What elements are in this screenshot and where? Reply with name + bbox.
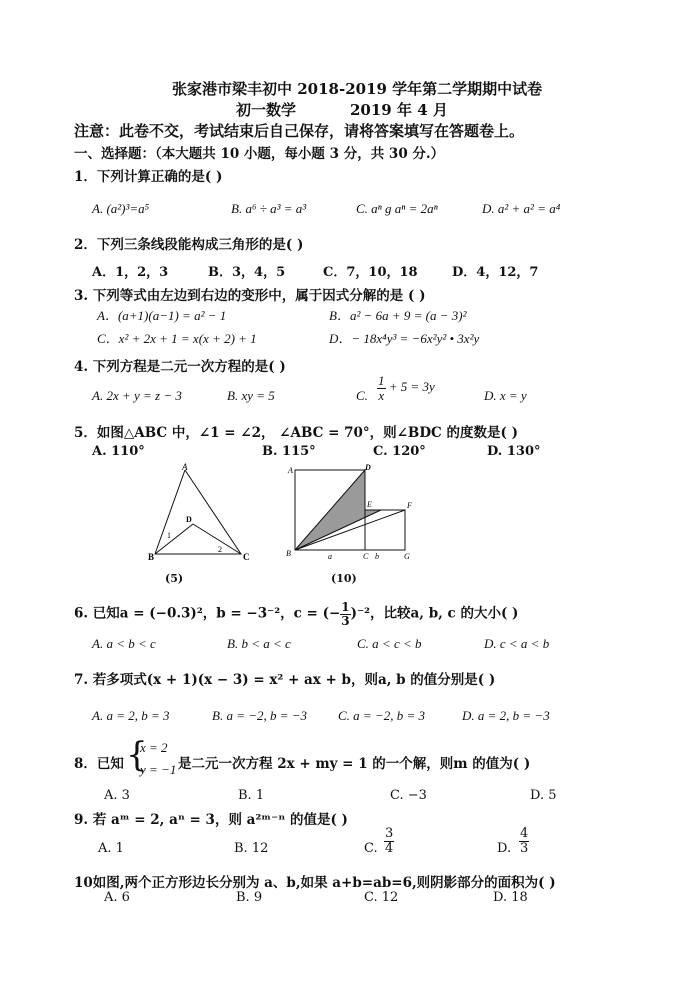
q8-system-line2: y = −1 [140, 762, 177, 777]
q3-option-a: A．(a+1)(a−1) = a² − 1 [97, 308, 227, 323]
exam-date: 2019 年 4 月 [350, 101, 448, 119]
q4-option-c-fraction: $\frac{1}{x}$ + 5 = 3y [378, 373, 435, 403]
fig5-label-c: C [243, 552, 250, 562]
fig5-label-b: B [148, 552, 155, 562]
notice: 注意：此卷不交，考试结束后自己保存，请将答案填写在答题卷上。 [74, 122, 525, 140]
q3-option-d: D．− 18x⁴y³ = −6x²y² • 3x²y [329, 331, 480, 346]
fig10-label-g: G [404, 552, 410, 561]
q9-option-c-label: C. [364, 841, 378, 856]
q5-option-b: B. 115° [262, 444, 316, 459]
segment-dc [193, 524, 241, 554]
q9-option-c-fraction: $\frac{3}{4}$ [385, 826, 394, 856]
q4-option-b: B. xy = 5 [227, 388, 275, 403]
q10-option-b: B. 9 [236, 890, 263, 905]
q2-option-b: B．3，4，5 [208, 265, 286, 280]
square-small [365, 510, 405, 550]
q3-option-b: B．a² − 6a + 9 = (a − 3)² [329, 308, 467, 323]
q8-option-b: B. 1 [238, 788, 265, 803]
subject: 初一数学 [236, 101, 297, 119]
q5-option-d: D. 130° [487, 444, 541, 459]
q7-stem: 7. 若多项式(x + 1)(x − 3) = x² + ax + b，则a, b 的值分别是( ) [74, 672, 496, 688]
q6-option-c: C. a < c < b [357, 636, 422, 651]
fig10-label-side-a: a [328, 552, 332, 561]
q9-option-b: B. 12 [234, 841, 269, 856]
q10-option-d: D. 18 [493, 890, 528, 905]
q5-option-c: C. 120° [373, 444, 426, 459]
q4-option-d: D. x = y [484, 388, 527, 403]
q6-option-d: D. c < a < b [484, 636, 550, 651]
q8-system-line1: x = 2 [140, 740, 168, 755]
q10-stem: 10如图,两个正方形边长分别为 a、b,如果 a+b=ab=6,则阴影部分的面积为( ) [74, 875, 556, 891]
q7-option-a: A. a = 2, b = 3 [92, 708, 170, 723]
figure-5-caption: (5) [165, 572, 184, 585]
fig10-label-f: F [407, 501, 412, 510]
fig5-label-d: D [186, 515, 192, 524]
figure-10-squares [283, 462, 423, 570]
figure-5-triangle [145, 462, 265, 582]
q2-option-a: A．1，2，3 [92, 265, 169, 280]
q6-option-a: A. a < b < c [92, 636, 156, 651]
q8-stem: 8．已知 [74, 756, 124, 772]
q9-option-d-fraction: $\frac{4}{3}$ [520, 826, 529, 856]
q1-stem: 1．下列计算正确的是( ) [74, 169, 223, 185]
q1-option-b: B. a⁶ ÷ a³ = a³ [231, 201, 307, 216]
q1-option-c: C. aⁿ g aⁿ = 2aⁿ [356, 201, 438, 216]
q8-option-d: D. 5 [530, 788, 557, 803]
q8-stem-rest: 是二元一次方程 2x + my = 1 的一个解，则m 的值为( ) [178, 756, 531, 772]
q1-option-d: D. a² + a² = a⁴ [482, 201, 561, 216]
q9-stem: 9. 若 aᵐ = 2, aⁿ = 3，则 a²ᵐ⁻ⁿ 的值是( ) [74, 812, 348, 828]
q7-option-d: D. a = 2, b = −3 [462, 708, 550, 723]
fig10-label-b: B [286, 549, 291, 558]
q6-option-b: B. b < a < c [227, 636, 291, 651]
q7-option-b: B. a = −2, b = −3 [212, 708, 308, 723]
q10-option-a: A. 6 [104, 890, 130, 905]
fig10-label-d: D [365, 463, 371, 472]
exam-title: 张家港市梁丰初中 2018-2019 学年第二学期期中试卷 [172, 80, 543, 98]
q4-stem: 4. 下列方程是二元一次方程的是( ) [74, 359, 286, 375]
q8-option-a: A. 3 [104, 788, 130, 803]
fig5-angle-1: 1 [167, 531, 171, 540]
fig10-label-side-b: b [375, 552, 379, 561]
fig10-label-a: A [288, 466, 293, 475]
fig5-angle-2: 2 [218, 545, 222, 554]
q2-option-c: C．7，10，18 [323, 265, 418, 280]
q10-option-c: C. 12 [364, 890, 399, 905]
q9-option-a: A. 1 [98, 841, 124, 856]
q3-option-c: C．x² + 2x + 1 = x(x + 2) + 1 [97, 331, 257, 346]
q3-stem: 3. 下列等式由左边到右边的变形中，属于因式分解的是 ( ) [74, 288, 426, 304]
q6-stem: 6. 已知a = (−0.3)²，b = −3⁻²，c = (− $\frac{1}{3}$ )⁻²，比较a, b, c 的大小( ) [74, 600, 519, 628]
system-brace: { [126, 735, 148, 775]
q5-option-a: A. 110° [92, 444, 145, 459]
q4-option-c-label: C. [356, 388, 368, 403]
q2-option-d: D．4，12，7 [452, 265, 539, 280]
q4-option-a: A. 2x + y = z − 3 [92, 388, 182, 403]
q2-stem: 2．下列三条线段能构成三角形的是( ) [74, 237, 304, 253]
q1-option-a: A. (a²)³=a⁵ [92, 201, 150, 216]
triangle-abc [155, 470, 241, 554]
fig10-label-c: C [363, 552, 369, 561]
figure-10-caption: (10) [331, 572, 357, 585]
q5-stem: 5．如图△ABC 中，∠1 = ∠2， ∠ABC = 70°，则∠BDC 的度数是( ) [74, 425, 518, 441]
section-heading: 一、选择题：（本大题共 10 小题，每小题 3 分，共 30 分.） [74, 146, 445, 162]
fig5-label-a: A [182, 462, 188, 472]
fig10-label-e: E [367, 500, 372, 509]
q7-option-c: C. a = −2, b = 3 [338, 708, 425, 723]
q9-option-d-label: D. [497, 841, 512, 856]
q8-option-c: C. −3 [390, 788, 427, 803]
